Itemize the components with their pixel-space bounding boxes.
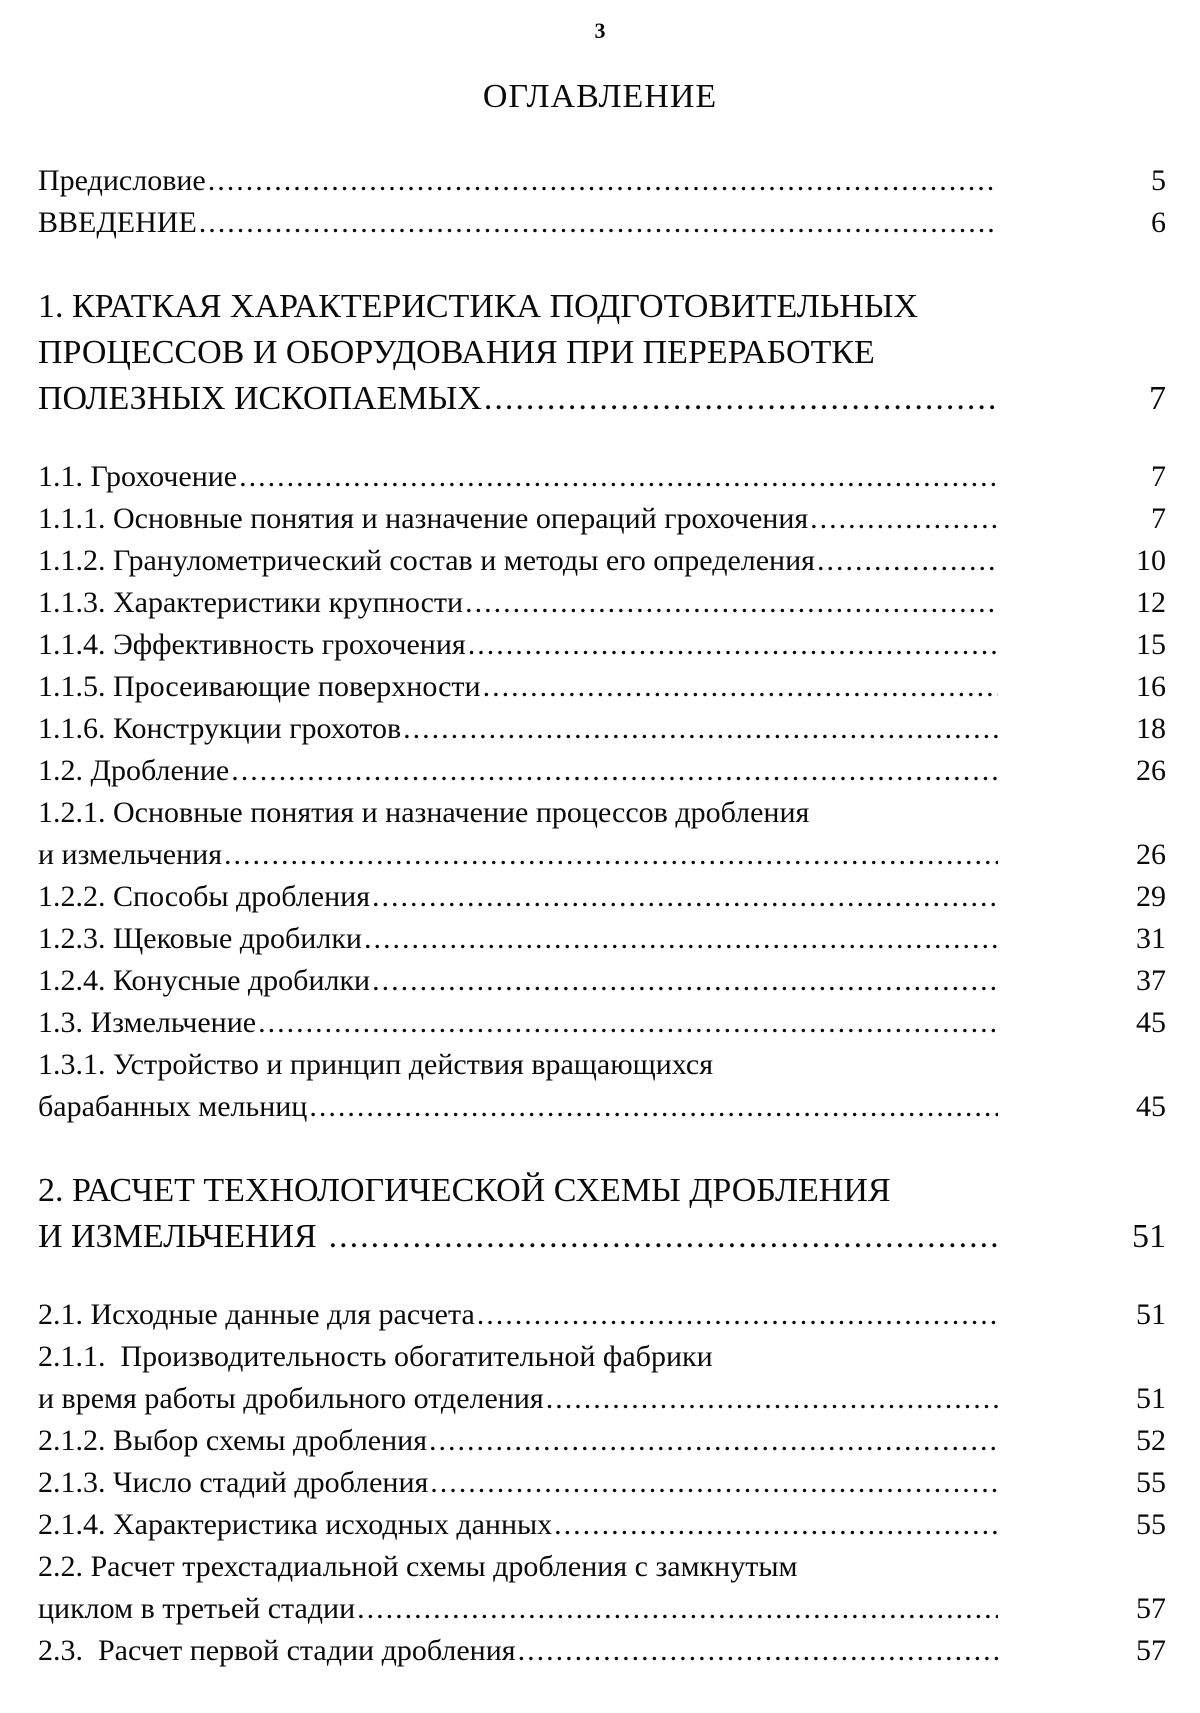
page-number: 3 [594, 18, 606, 43]
toc-entry-title: ПРОЦЕССОВ И ОБОРУДОВАНИЯ ПРИ ПЕРЕРАБОТКЕ [38, 334, 875, 371]
dot-leader [465, 582, 998, 624]
toc-entry-title: 1.3.1. Устройство и принцип действия вращающихся [38, 1048, 714, 1081]
dot-leader [429, 1420, 998, 1462]
dot-leader [231, 750, 998, 792]
toc-entry-title: 1.1.5. Просеивающие поверхности [38, 670, 481, 703]
toc-entry-title: И ИЗМЕЛЬЧЕНИЯ [38, 1218, 317, 1255]
toc-entry-title: 1.2.2. Способы дробления [38, 880, 371, 913]
toc-entry[interactable] [38, 1420, 1166, 1462]
toc-entry[interactable] [38, 540, 1166, 582]
dot-leader [357, 1588, 998, 1630]
toc-page-number: 57 [1136, 1592, 1166, 1625]
dot-leader [372, 960, 998, 1002]
toc-entry-title: циклом в третьей стадии [38, 1592, 356, 1625]
toc-page-number: 12 [1136, 586, 1166, 619]
dot-leader [309, 1086, 998, 1128]
toc-entry-title: 1.1.2. Гранулометрический состав и методы его определения [38, 544, 815, 577]
toc-page-number: 26 [1136, 838, 1166, 871]
toc-entry[interactable] [38, 708, 1166, 750]
toc-entry-title: 1.2.4. Конусные дробилки [38, 964, 371, 997]
toc-entry-title: 1.2.1. Основные понятия и назначение процессов дробления [38, 796, 810, 829]
toc-page-number: 7 [1151, 502, 1166, 535]
toc-entry-title: 2.1.3. Число стадий дробления [38, 1466, 429, 1499]
table-of-contents [38, 160, 1166, 1672]
toc-entry[interactable] [38, 456, 1166, 498]
toc-entry[interactable] [38, 1504, 1166, 1546]
toc-entry-title: 1.2. Дробление [38, 754, 230, 787]
toc-page-number: 29 [1136, 880, 1166, 913]
toc-entry-title: и время работы дробильного отделения [38, 1382, 544, 1415]
toc-entry-title: 2.3. Расчет первой стадии дробления [38, 1634, 516, 1667]
toc-entry-title: 1.1.3. Характеристики крупности [38, 586, 464, 619]
toc-page-number: 45 [1136, 1006, 1166, 1039]
dot-leader [199, 202, 998, 244]
toc-page-number: 51 [1136, 1298, 1166, 1331]
dot-leader [468, 624, 998, 666]
dot-leader [372, 876, 998, 918]
toc-entry[interactable] [38, 1294, 1166, 1336]
toc-entry-title: 2.2. Расчет трехстадиальной схемы дробления с замкнутым [38, 1550, 798, 1583]
dot-leader [546, 1378, 998, 1420]
dot-leader [430, 1462, 998, 1504]
toc-entry[interactable] [38, 1044, 1166, 1128]
dot-leader [224, 834, 998, 876]
toc-entry[interactable] [38, 960, 1166, 1002]
toc-entry-title: 2. РАСЧЕТ ТЕХНОЛОГИЧЕСКОЙ СХЕМЫ ДРОБЛЕНИЯ [38, 1172, 891, 1209]
toc-entry-title: 1.2.3. Щековые дробилки [38, 922, 362, 955]
toc-entry-title: 2.1.1. Производительность обогатительной фабрики [38, 1340, 713, 1373]
dot-leader [810, 498, 998, 540]
toc-entry[interactable] [38, 918, 1166, 960]
toc-page-number: 57 [1136, 1634, 1166, 1667]
toc-entry[interactable] [38, 1630, 1166, 1672]
toc-entry-title: ПОЛЕЗНЫХ ИСКОПАЕМЫХ [38, 380, 482, 417]
toc-entry-title: барабанных мельниц [38, 1090, 308, 1123]
page-title: ОГЛАВЛЕНИЕ [482, 78, 718, 115]
toc-entry[interactable] [38, 750, 1166, 792]
toc-entry-title: 1.1.4. Эффективность грохочения [38, 628, 466, 661]
toc-entry-title: Предисловие [38, 164, 206, 197]
toc-entry[interactable] [38, 876, 1166, 918]
dot-leader [477, 1294, 998, 1336]
toc-entry[interactable] [38, 624, 1166, 666]
toc-entry-preface[interactable] [38, 160, 1166, 202]
toc-entry[interactable] [38, 1546, 1166, 1630]
toc-page-number: 45 [1136, 1090, 1166, 1123]
toc-page-number: 18 [1136, 712, 1166, 745]
toc-entry-introduction[interactable] [38, 202, 1166, 244]
toc-page-number: 10 [1136, 544, 1166, 577]
toc-page-number: 26 [1136, 754, 1166, 787]
toc-chapter-1[interactable] [38, 284, 1166, 422]
toc-entry-title: 1. КРАТКАЯ ХАРАКТЕРИСТИКА ПОДГОТОВИТЕЛЬНЫХ [38, 288, 919, 325]
toc-page-number: 31 [1136, 922, 1166, 955]
toc-entry[interactable] [38, 792, 1166, 876]
toc-entry-title: 1.1. Грохочение [38, 460, 238, 493]
toc-chapter-2[interactable] [38, 1168, 1166, 1260]
toc-entry[interactable] [38, 498, 1166, 540]
toc-page-number: 55 [1136, 1508, 1166, 1541]
toc-page-number: 5 [1151, 164, 1166, 197]
toc-page-number: 6 [1151, 206, 1166, 239]
toc-entry[interactable] [38, 666, 1166, 708]
toc-page-number: 55 [1136, 1466, 1166, 1499]
toc-entry-title: и измельчения [38, 838, 223, 871]
toc-entry-title: 2.1.2. Выбор схемы дробления [38, 1424, 428, 1457]
dot-leader [208, 160, 998, 202]
toc-page-number: 51 [1132, 1218, 1166, 1255]
dot-leader [364, 918, 998, 960]
dot-leader [518, 1630, 998, 1672]
dot-leader [329, 1214, 998, 1260]
dot-leader [258, 1002, 998, 1044]
dot-leader [817, 540, 998, 582]
toc-page-number: 7 [1149, 380, 1166, 417]
toc-page-number: 16 [1136, 670, 1166, 703]
toc-entry[interactable] [38, 1002, 1166, 1044]
toc-entry-title: ВВЕДЕНИЕ [38, 206, 197, 239]
toc-entry-title: 1.1.6. Конструкции грохотов [38, 712, 402, 745]
dot-leader [483, 666, 998, 708]
toc-page-number: 7 [1151, 460, 1166, 493]
toc-entry-title: 2.1. Исходные данные для расчета [38, 1298, 475, 1331]
toc-entry[interactable] [38, 1462, 1166, 1504]
toc-entry[interactable] [38, 1336, 1166, 1420]
toc-page-number: 51 [1136, 1382, 1166, 1415]
toc-entry[interactable] [38, 582, 1166, 624]
toc-page-number: 52 [1136, 1424, 1166, 1457]
toc-entry-title: 1.3. Измельчение [38, 1006, 257, 1039]
dot-leader [554, 1504, 998, 1546]
dot-leader [484, 376, 998, 422]
toc-page-number: 15 [1136, 628, 1166, 661]
dot-leader [239, 456, 998, 498]
toc-entry-title: 2.1.4. Характеристика исходных данных [38, 1508, 553, 1541]
toc-page-number: 37 [1136, 964, 1166, 997]
dot-leader [403, 708, 998, 750]
toc-entry-title: 1.1.1. Основные понятия и назначение операций грохочения [38, 502, 809, 535]
